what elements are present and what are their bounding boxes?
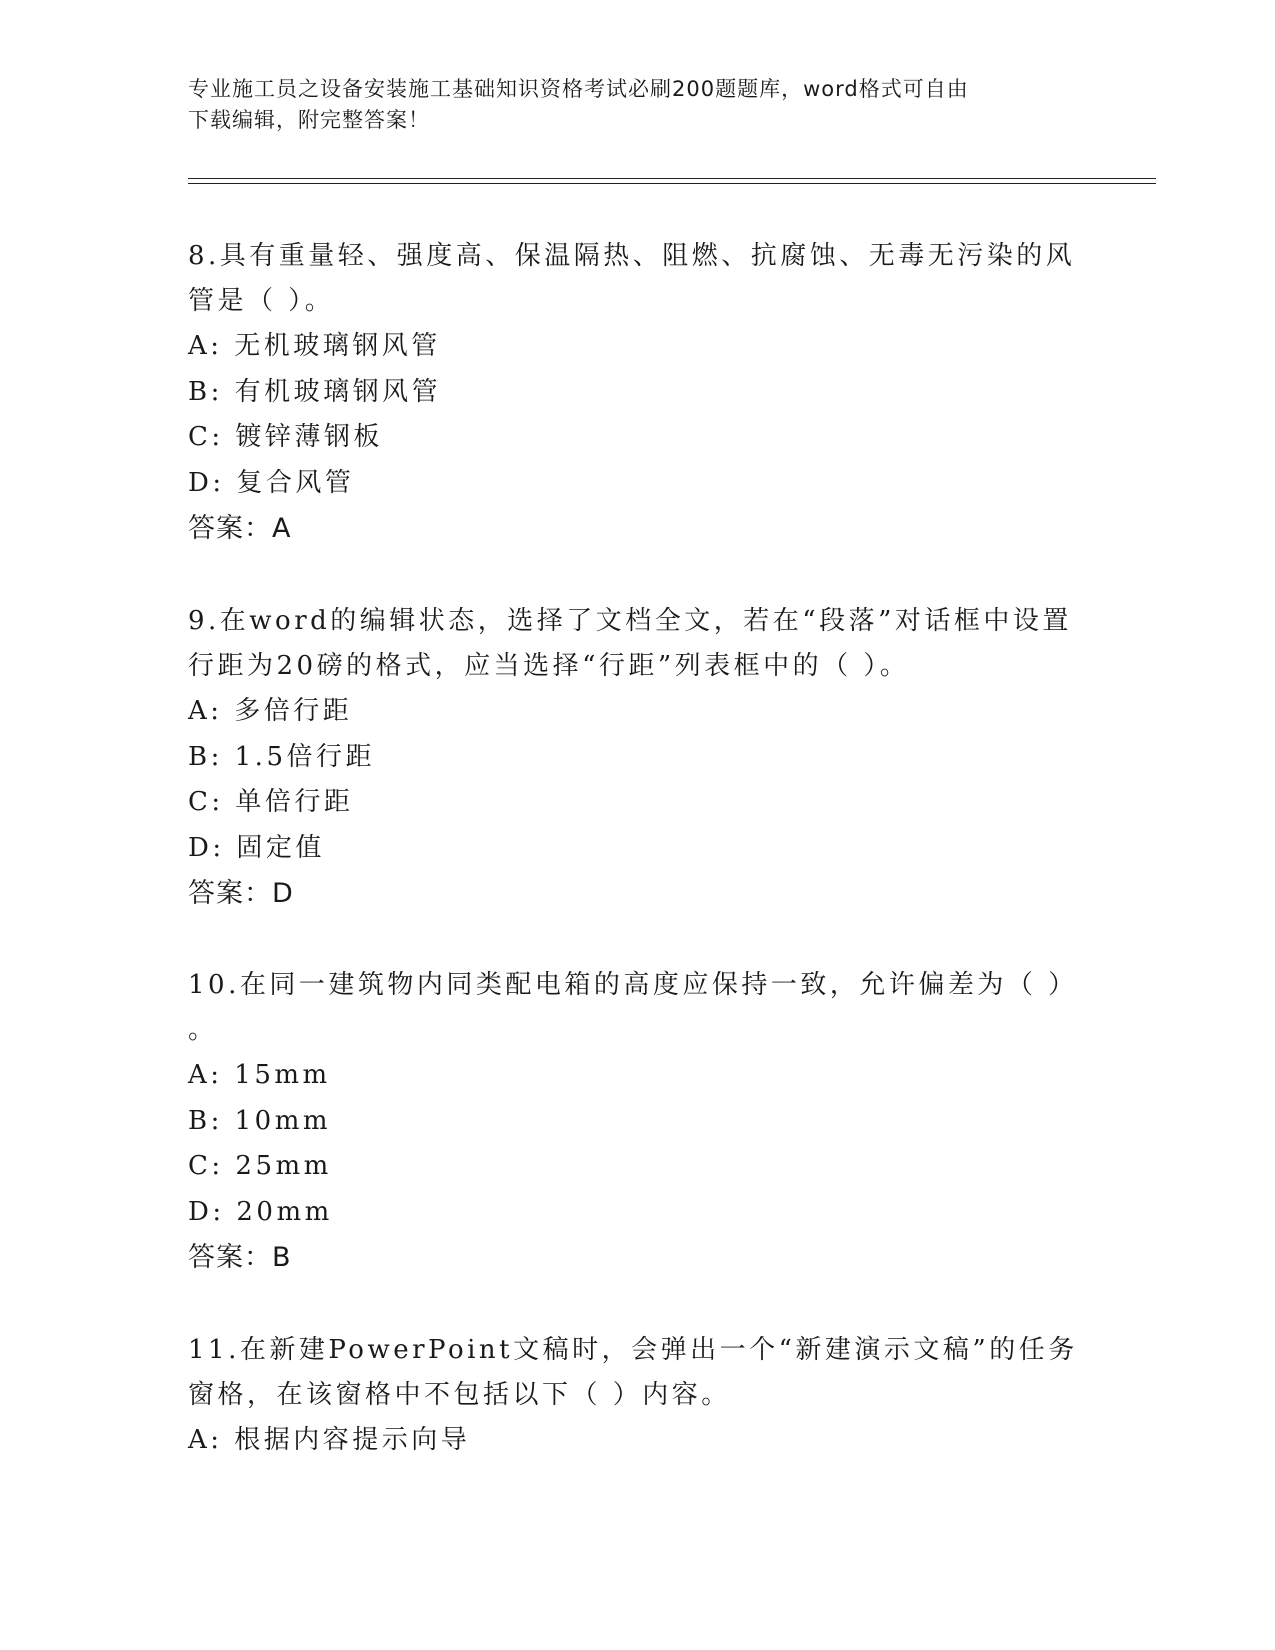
header-divider-bottom: [188, 183, 1156, 184]
answer: 答案：D: [188, 878, 294, 909]
option-a: A: 多倍行距: [188, 696, 353, 726]
header-line-1: 专业施工员之设备安装施工基础知识资格考试必刷200题题库，word格式可自由: [188, 77, 969, 101]
option-d: D: 复合风管: [188, 467, 355, 498]
option-b: B: 1.5倍行距: [188, 741, 375, 772]
option-d: D: 20mm: [188, 1196, 333, 1227]
question-stem-line-2: 。: [188, 1015, 218, 1045]
document-header: [188, 74, 1068, 136]
option-a: A: 15mm: [188, 1060, 331, 1090]
question-stem-line-1: 10.在同一建筑物内同类配电箱的高度应保持一致，允许偏差为（ ）: [188, 970, 1078, 1000]
option-c: C: 25mm: [188, 1151, 332, 1181]
option-c: C: 镀锌薄钢板: [188, 422, 383, 452]
question-9: [188, 599, 1088, 917]
question-stem-line-2: 管是（ ）。: [188, 286, 335, 316]
answer: 答案：A: [188, 513, 292, 544]
option-a: A: 根据内容提示向导: [188, 1425, 471, 1455]
question-10: [188, 963, 1088, 1281]
question-stem-line-2: 行距为20磅的格式，应当选择“行距”列表框中的（ ）。: [188, 651, 910, 681]
question-11: [188, 1328, 1088, 1464]
question-8: [188, 234, 1088, 552]
option-c: C: 单倍行距: [188, 787, 354, 817]
question-stem-line-1: 9.在word的编辑状态，选择了文档全文，若在“段落”对话框中设置: [188, 606, 1072, 636]
option-b: B: 10mm: [188, 1105, 332, 1136]
question-stem-line-1: 11.在新建PowerPoint文稿时，会弹出一个“新建演示文稿”的任务: [188, 1335, 1078, 1365]
option-d: D: 固定值: [188, 832, 325, 863]
option-a: A: 无机玻璃钢风管: [188, 331, 441, 361]
answer: 答案：B: [188, 1242, 292, 1273]
header-divider-top: [188, 178, 1156, 179]
option-b: B: 有机玻璃钢风管: [188, 376, 442, 407]
question-stem-line-2: 窗格，在该窗格中不包括以下（ ）内容。: [188, 1380, 731, 1410]
question-stem-line-1: 8.具有重量轻、强度高、保温隔热、阻燃、抗腐蚀、无毒无污染的风: [188, 241, 1076, 271]
header-line-2: 下载编辑，附完整答案！: [188, 108, 430, 132]
